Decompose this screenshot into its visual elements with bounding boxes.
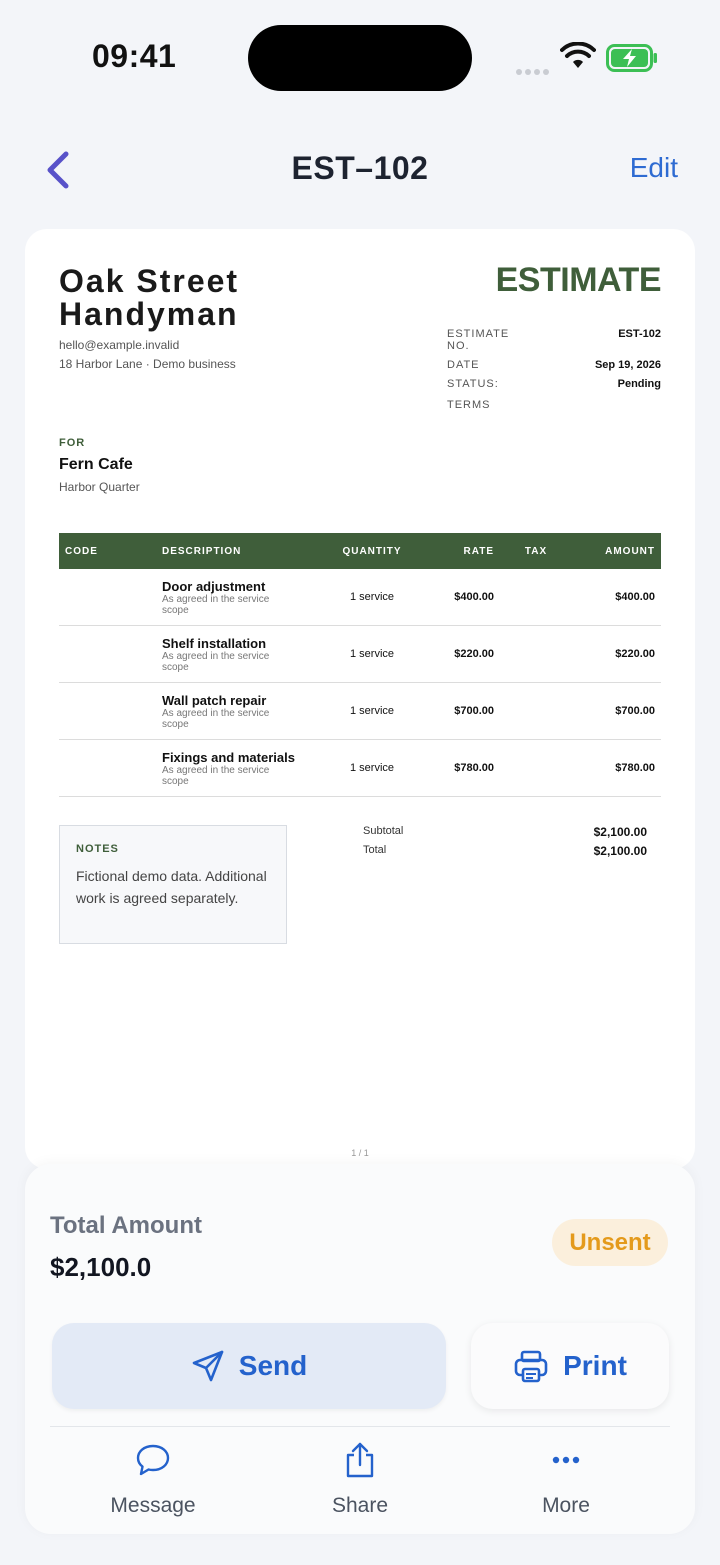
total-amount-value: $2,100.0: [50, 1252, 152, 1282]
cellular-signal-icon: [516, 62, 552, 80]
total-amount-label: Total Amount: [50, 1212, 202, 1239]
notes-box: [59, 825, 287, 944]
item-quantity: 1 service: [326, 569, 418, 626]
meta-label: DATE: [447, 359, 480, 371]
estimate-document-preview[interactable]: [25, 229, 695, 1169]
column-header-description: DESCRIPTION: [156, 533, 326, 569]
page-title: EST–102: [291, 150, 429, 186]
item-code: [59, 740, 156, 797]
table-header-row: [59, 533, 661, 569]
send-label: Send: [238, 1350, 308, 1381]
share-label: Share: [331, 1494, 389, 1517]
item-quantity: 1 service: [326, 626, 418, 683]
item-amount: $220.00: [572, 626, 661, 683]
battery-charging-icon: [606, 44, 658, 72]
client-name: Fern Cafe: [59, 456, 133, 473]
table-row: [59, 626, 661, 683]
more-label: More: [542, 1494, 590, 1517]
subtotal-value: $2,100.00: [593, 825, 647, 839]
item-amount: $780.00: [572, 740, 661, 797]
divider: [50, 1426, 670, 1427]
meta-value: Pending: [617, 378, 661, 390]
table-row: [59, 683, 661, 740]
page-indicator: 1 / 1: [351, 1148, 369, 1158]
business-email: hello@example.invalid: [59, 338, 180, 352]
more-action[interactable]: [496, 1440, 636, 1518]
item-name: Fixings and materials: [162, 749, 295, 765]
item-code: [59, 569, 156, 626]
table-row: [59, 740, 661, 797]
item-note: As agreed in the service scope: [162, 764, 270, 787]
share-icon: [344, 1441, 376, 1479]
send-button[interactable]: [52, 1323, 446, 1409]
subtotal-label: Subtotal: [363, 825, 404, 837]
item-rate: $400.00: [418, 569, 500, 626]
item-tax: [500, 569, 572, 626]
message-icon: [135, 1443, 171, 1477]
business-name: Oak Street Handyman: [59, 263, 240, 332]
meta-label: ESTIMATE NO.: [447, 328, 510, 352]
wifi-icon: [560, 42, 596, 70]
item-amount: $400.00: [572, 569, 661, 626]
meta-value: Sep 19, 2026: [594, 359, 661, 371]
item-name: Door adjustment: [162, 578, 266, 594]
item-rate: $780.00: [418, 740, 500, 797]
status-time: 09:41: [92, 38, 177, 74]
client-area: Harbor Quarter: [59, 480, 140, 494]
column-header-rate: RATE: [418, 533, 500, 569]
column-header-tax: TAX: [500, 533, 572, 569]
notes-text: Fictional demo data. Additional work is agreed separately.: [76, 868, 267, 906]
more-icon: [551, 1455, 581, 1465]
item-tax: [500, 626, 572, 683]
business-address: 18 Harbor Lane · Demo business: [59, 357, 236, 371]
item-rate: $700.00: [418, 683, 500, 740]
column-header-amount: AMOUNT: [572, 533, 661, 569]
item-tax: [500, 683, 572, 740]
total-value: $2,100.00: [593, 844, 647, 858]
printer-icon: [513, 1349, 549, 1383]
print-label: Print: [563, 1350, 627, 1381]
message-action[interactable]: [83, 1440, 223, 1518]
column-header-quantity: QUANTITY: [326, 533, 418, 569]
item-name: Wall patch repair: [162, 692, 267, 708]
dynamic-island: [248, 25, 472, 91]
line-items-table: [59, 533, 661, 797]
meta-label: TERMS: [447, 399, 491, 411]
share-action[interactable]: [290, 1440, 430, 1518]
item-quantity: 1 service: [326, 740, 418, 797]
item-description: [156, 683, 326, 740]
item-rate: $220.00: [418, 626, 500, 683]
item-amount: $700.00: [572, 683, 661, 740]
item-description: [156, 740, 326, 797]
navigation-bar: [0, 130, 720, 210]
item-quantity: 1 service: [326, 683, 418, 740]
document-type-heading: ESTIMATE: [495, 261, 661, 299]
item-name: Shelf installation: [162, 635, 267, 651]
meta-label: STATUS:: [447, 378, 499, 390]
item-code: [59, 626, 156, 683]
item-description: [156, 569, 326, 626]
status-badge: Unsent: [552, 1219, 668, 1266]
item-note: As agreed in the service scope: [162, 593, 270, 616]
message-label: Message: [110, 1494, 196, 1517]
bill-to-label: FOR: [59, 437, 86, 449]
status-bar: [0, 0, 720, 110]
total-label: Total: [363, 844, 387, 856]
item-code: [59, 683, 156, 740]
edit-button[interactable]: Edit: [629, 152, 678, 183]
summary-sheet: [25, 1164, 695, 1534]
item-tax: [500, 740, 572, 797]
item-note: As agreed in the service scope: [162, 707, 270, 730]
item-note: As agreed in the service scope: [162, 650, 270, 673]
item-description: [156, 626, 326, 683]
notes-title: NOTES: [76, 843, 119, 855]
column-header-code: CODE: [59, 533, 156, 569]
paper-plane-icon: [191, 1349, 225, 1383]
print-button[interactable]: [471, 1323, 669, 1409]
table-row: [59, 569, 661, 626]
meta-value: EST-102: [618, 328, 661, 340]
